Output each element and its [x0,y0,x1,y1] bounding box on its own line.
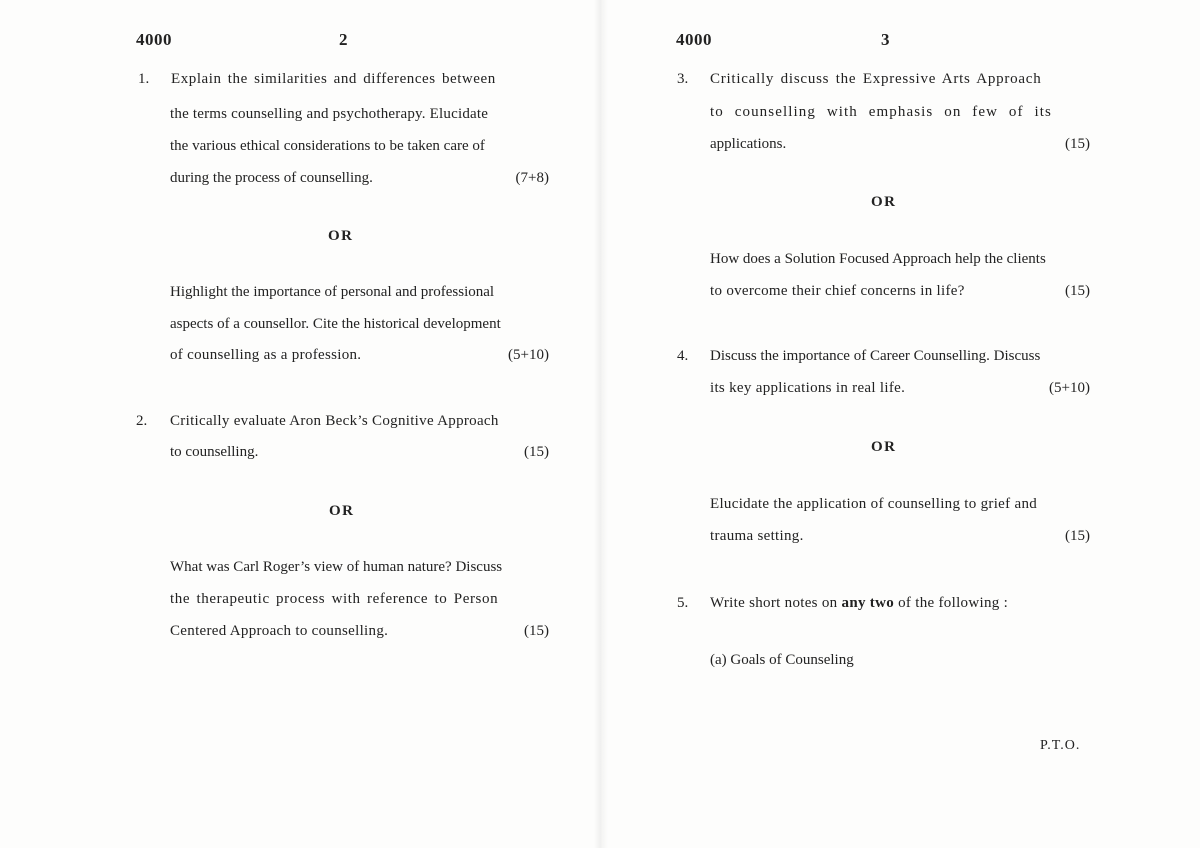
question-number: 2. [136,413,148,429]
q1-line-1-text: Explain the similarities and differences between [171,71,496,87]
question-number: 3. [677,71,689,87]
q4-alt-line-2 [710,528,1090,545]
q5-text-bold: any two [841,595,895,611]
marks: (5+10) [508,347,549,363]
q2-line-1: Critically evaluate Aron Beck’s Cognitive Approach [170,413,499,429]
page-number: 2 [339,30,348,49]
marks: (15) [1065,283,1090,299]
q4-alt-line-2-text: trauma setting. [710,528,804,544]
marks: (15) [1065,528,1090,544]
or-separator: OR [329,503,355,519]
page-number: 3 [881,30,890,49]
paper-code: 4000 [136,30,172,49]
q3-alt-line-2 [710,283,1090,300]
q1-line-3: the various ethical considerations to be taken care of [170,138,485,154]
marks: (15) [524,444,549,460]
q1-alt-line-2: aspects of a counsellor. Cite the historical development [170,316,501,332]
q1-line-1 [171,71,549,88]
q2-alt-line-3 [170,623,549,640]
q3-line-2: to counselling with emphasis on few of its [710,104,1052,120]
q1-line-4-text: during the process of counselling. [170,170,373,186]
q5-text-before: Write short notes on [710,595,842,611]
pto-label: P.T.O. [1040,738,1081,753]
or-separator: OR [328,228,354,244]
marks: (15) [524,623,549,639]
q5-line-1 [710,595,1008,612]
q2-alt-line-1: What was Carl Roger’s view of human nature? Discuss [170,559,503,575]
marks: (7+8) [515,170,549,186]
marks: (15) [1065,136,1090,152]
q4-line-2-text: its key applications in real life. [710,380,906,396]
q3-line-3-text: applications. [710,136,787,152]
q3-alt-line-2-text: to overcome their chief concerns in life? [710,283,965,299]
q4-line-1: Discuss the importance of Career Counselling. Discuss [710,348,1041,364]
q1-alt-line-3-text: of counselling as a profession. [170,347,362,363]
q1-alt-line-1: Highlight the importance of personal and professional [170,284,495,300]
q1-line-2: the terms counselling and psychotherapy. Elucidate [170,106,489,122]
question-number: 4. [677,348,689,364]
q2-line-2-text: to counselling. [170,444,259,460]
q3-line-3 [710,136,1090,153]
question-number: 5. [677,595,689,611]
marks: (5+10) [1049,380,1090,396]
q4-line-2 [710,380,1090,397]
q1-line-4 [170,170,549,187]
q4-alt-line-1: Elucidate the application of counselling to grief and [710,496,1038,512]
q3-line-1: Critically discuss the Expressive Arts Approach [710,71,1042,87]
paper-code: 4000 [676,30,712,49]
q5-text-after: of the following : [894,595,1009,611]
q2-alt-line-3-text: Centered Approach to counselling. [170,623,389,639]
q3-alt-line-1: How does a Solution Focused Approach help the clients [710,251,1046,267]
q5-item-a: (a) Goals of Counseling [710,652,854,668]
right-page [600,0,1200,848]
q1-alt-line-3 [170,347,549,364]
q2-alt-line-2: the therapeutic process with reference to Person [170,591,499,607]
question-number: 1. [138,71,150,87]
or-separator: OR [871,194,897,210]
or-separator: OR [871,439,897,455]
q2-line-2 [170,444,549,461]
